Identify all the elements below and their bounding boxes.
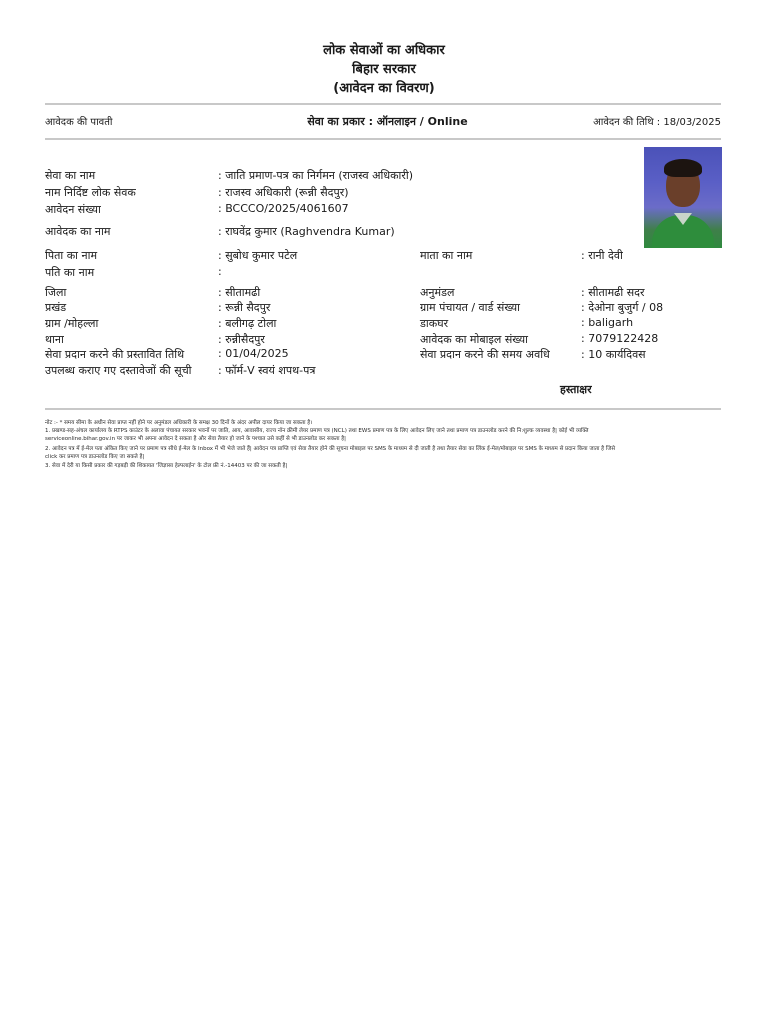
application-no-label: आवेदन संख्या [45, 203, 101, 216]
village-label: ग्राम /मोहल्ला [45, 317, 99, 330]
proposed-date-label: सेवा प्रदान करने की प्रस्तावित तिथि [45, 348, 185, 361]
service-name-label: सेवा का नाम [45, 169, 96, 182]
district-value: : सीतामढी [218, 286, 261, 299]
post-office-value: : baligarh [581, 316, 634, 329]
time-limit-label: सेवा प्रदान करने की समय अवधि [420, 348, 550, 361]
header-title-line3: (आवेदन का विवरण) [333, 81, 435, 96]
divider-meta [45, 138, 721, 140]
father-name-label: पिता का नाम [45, 249, 98, 262]
block-value: : रून्नी सैदपुर [218, 301, 271, 314]
designated-officer-value: : राजस्व अधिकारी (रून्नी सैदपुर) [218, 186, 349, 199]
father-name-value: : सुबोध कुमार पटेल [218, 249, 298, 262]
designated-officer-label: नाम निर्दिष्ट लोक सेवक [45, 186, 136, 199]
husband-name-value: : [218, 265, 222, 278]
mobile-label: आवेदक का मोबाइल संख्या [420, 333, 528, 346]
subdivision-label: अनुमंडल [420, 286, 455, 299]
mother-name-value: : रानी देवी [581, 249, 623, 262]
note-3: 3. सेवा में देरी या किसी प्रकार की गड़बड़ी की शिकायत 'जिज्ञासा हेल्पलाईन' के टोल फ्री नं.-14403 पर की जा सकती है| [45, 463, 288, 469]
mother-name-label: माता का नाम [420, 249, 473, 262]
header-title-line1: लोक सेवाओं का अधिकार [323, 43, 445, 58]
divider-top [45, 103, 721, 105]
time-limit-value: : 10 कार्यदिवस [581, 348, 646, 361]
receipt-label: आवेदक की पावती [45, 117, 113, 128]
mobile-value: : 7079122428 [581, 332, 659, 345]
note-1: 1. प्रखण्ड-सह-अंचल कार्यालय के RTPS काउंटर के अलावा पंचायत सरकार भवनों पर जाति, आय, आवासीय, राज्य नॉन क्रीमी लेयर प्रमाण पत्र (NCL) तथा EWS प्रमाण पत्र के लिए आवेदन लिए जाने तथा प्रमाण पत्र डाउनलोड करने की नि:शुल्क व्यवस्था है| कोई भी व्यक्ति [45, 428, 589, 434]
panchayat-label: ग्राम पंचायत / वार्ड संख्या [420, 301, 521, 314]
applicant-name-label: आवेदक का नाम [45, 225, 111, 238]
police-station-value: : रुन्नीसैदपुर [218, 333, 265, 346]
note-intro: नोट :- * समय सीमा के अधीन सेवा प्राप्त नहीं होने पर अनुमंडल अधिकारी के समक्ष 30 दिनों के अंदर अपील दायर किया जा सकता है। [45, 420, 313, 426]
application-no-value: : BCCCO/2025/4061607 [218, 202, 349, 215]
applicant-photo [644, 147, 722, 248]
note-1-continued: serviceonline.bihar.gov.in पर जाकर भी अपना आवेदन दे सकता है और सेवा तैयार हो जाने के पश्चात उसे कहीं से भी डाउनलोड कर सकता है| [45, 436, 347, 442]
proposed-date-value: : 01/04/2025 [218, 347, 289, 360]
husband-name-label: पति का नाम [45, 266, 95, 279]
header-title-line2: बिहार सरकार [352, 62, 416, 77]
district-label: जिला [45, 286, 67, 299]
panchayat-value: : देओना बुजुर्ग / 08 [581, 301, 664, 314]
note-2: 2. आवेदन पत्र में ई-मेल पता अंकित किए जाने पर प्रमाण पत्र सीधे ई-मेल के Inbox में भी भेजे जाते हैं| आवेदन पत्र प्राप्ति एवं सेवा तैयार होने की सूचना मोबाइल पर SMS के माध्यम से दी जाती है तथा तैयार सेवा का लिंक ई-मेल/मोबाइल पर SMS के माध्यम से प्रदान किया जाता है जिसे [45, 446, 616, 452]
documents-value: : फॉर्म-V स्वयं शपथ-पत्र [218, 364, 316, 377]
signature-label: हस्ताक्षर [560, 383, 592, 396]
subdivision-value: : सीतामढी सदर [581, 286, 645, 299]
applicant-name-value: : राघवेंद्र कुमार (Raghvendra Kumar) [218, 225, 395, 238]
application-date: आवेदन की तिथि : 18/03/2025 [593, 117, 721, 128]
police-station-label: थाना [45, 333, 64, 346]
village-value: : बलीगढ़ टोला [218, 317, 277, 330]
note-2-continued: click कर प्रमाण पत्र डाउनलोड किए जा सकते है| [45, 454, 145, 460]
service-type: सेवा का प्रकार : ऑनलाइन / Online [307, 115, 468, 128]
service-name-value: : जाति प्रमाण-पत्र का निर्गमन (राजस्व अधिकारी) [218, 169, 414, 182]
post-office-label: डाकघर [420, 317, 449, 330]
block-label: प्रखंड [45, 301, 67, 314]
documents-label: उपलब्ध कराए गए दस्तावेजों की सूची [45, 364, 192, 377]
divider-notes [45, 408, 721, 410]
